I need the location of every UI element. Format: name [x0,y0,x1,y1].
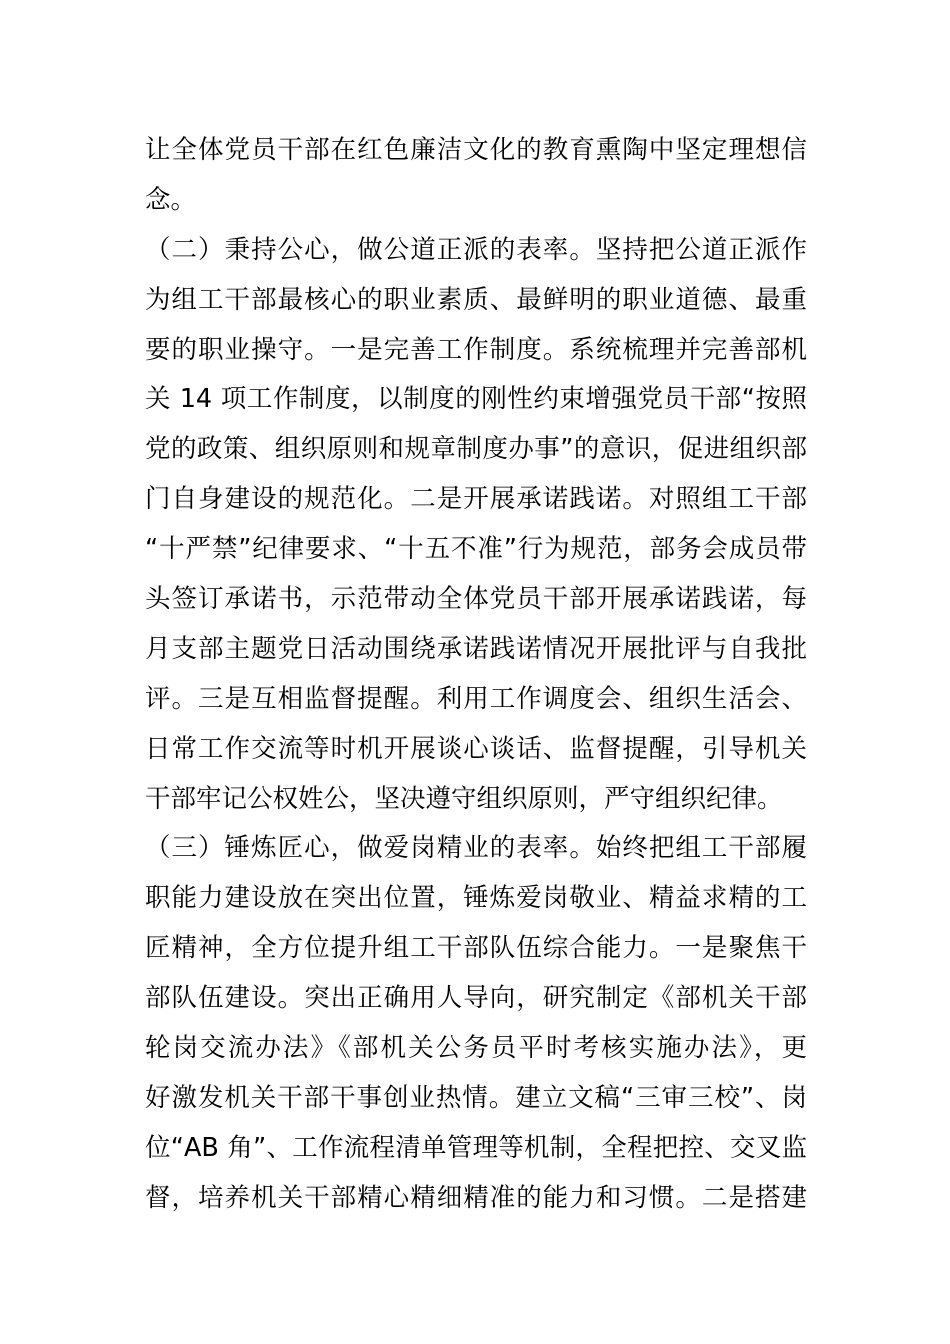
text-line: 党的政策、组织原则和规章制度办事”的意识，促进组织部 [145,434,807,465]
text-line: 好激发机关干部干事创业热情。建立文稿“三审三校”、岗 [145,1082,807,1113]
text-line: 日常工作交流等时机开展谈心谈话、监督提醒，引导机关 [145,733,807,764]
text-line: （二）秉持公心，做公道正派的表率。坚持把公道正派作 [145,234,807,265]
text-line: 督，培养机关干部精心精细精准的能力和习惯。二是搭建 [145,1182,807,1213]
text-line: 位“AB 角”、工作流程清单管理等机制，全程把控、交叉监 [145,1132,807,1163]
document-page [145,126,807,1224]
text-line: 评。三是互相监督提醒。利用工作调度会、组织生活会、 [145,683,807,714]
text-line: 头签订承诺书，示范带动全体党员干部开展承诺践诺，每 [145,584,807,615]
text-line: 干部牢记公权姓公，坚决遵守组织原则，严守组织纪律。 [145,783,783,814]
text-line: （三）锤炼匠心，做爱岗精业的表率。始终把组工干部履 [145,833,807,864]
text-line: 为组工干部最核心的职业素质、最鲜明的职业道德、最重 [145,284,807,315]
text-line: 要的职业操守。一是完善工作制度。系统梳理并完善部机 [145,334,807,365]
text-line: 让全体党员干部在红色廉洁文化的教育熏陶中坚定理想信 [145,135,807,165]
text-line: 念。 [145,184,197,215]
text-line: 轮岗交流办法》《部机关公务员平时考核实施办法》，更 [145,1033,807,1064]
text-line: 职能力建设放在突出位置，锤炼爱岗敬业、精益求精的工 [145,883,807,914]
text-line: 部队伍建设。突出正确用人导向，研究制定《部机关干部 [145,983,807,1014]
text-line: 月支部主题党日活动围绕承诺践诺情况开展批评与自我批 [145,633,807,664]
text-line: 匠精神，全方位提升组工干部队伍综合能力。一是聚焦干 [145,933,807,964]
text-line: 门自身建设的规范化。二是开展承诺践诺。对照组工干部 [145,484,807,515]
text-line: 关 14 项工作制度，以制度的刚性约束增强党员干部“按照 [145,384,807,415]
text-line: “十严禁”纪律要求、“十五不准”行为规范，部务会成员带 [145,534,807,565]
